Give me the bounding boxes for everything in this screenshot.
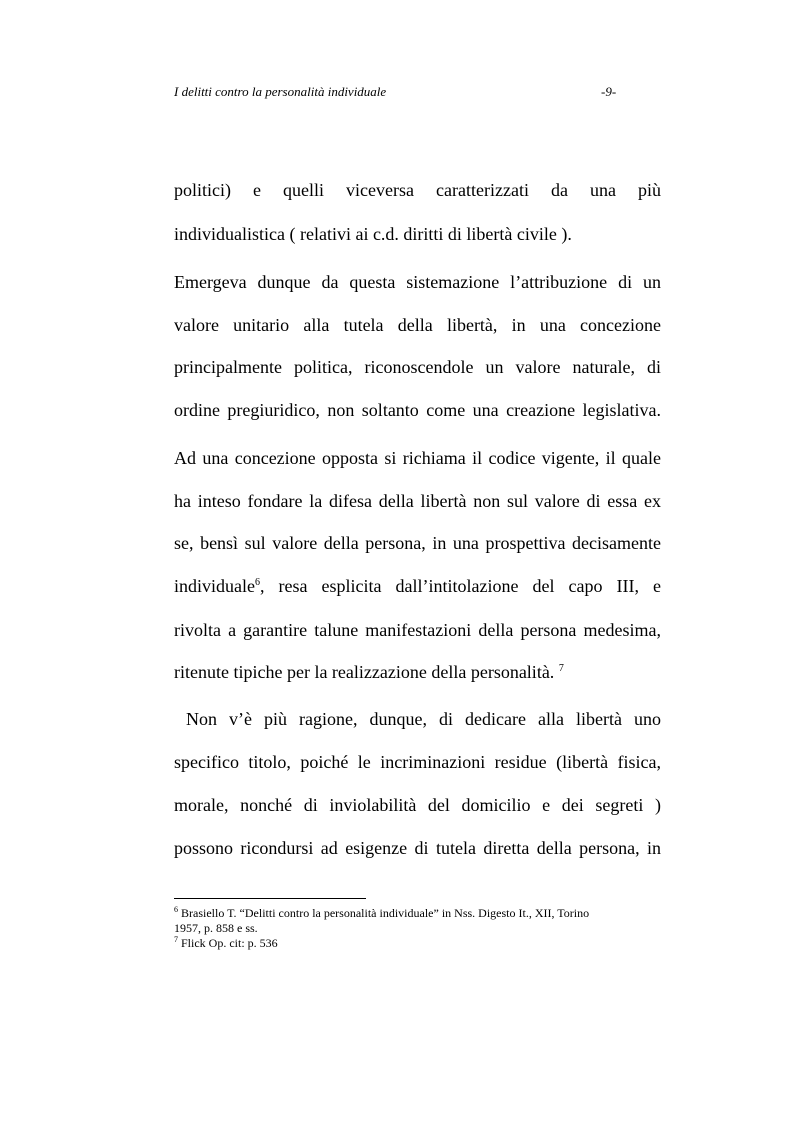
text-line: principalmente politica, riconoscendole un valore naturale, di bbox=[174, 357, 661, 377]
text-line-with-footnote: ritenute tipiche per la realizzazione della personalità. $^7$ bbox=[174, 662, 564, 682]
text-line-with-footnote bbox=[174, 574, 661, 598]
text-line: valore unitario alla tutela della libertà, in una concezione bbox=[174, 315, 661, 335]
running-header bbox=[174, 84, 664, 102]
text-line: morale, nonché di inviolabilità del domicilio e dei segreti ) bbox=[174, 795, 661, 815]
text-line: Ad una concezione opposta si richiama il codice vigente, il quale bbox=[174, 448, 661, 468]
text-line: individualistica ( relativi ai c.d. diritti di libertà civile ). bbox=[174, 224, 572, 244]
footnote-6-continued: 1957, p. 858 e ss. bbox=[174, 921, 258, 935]
footnote-separator bbox=[174, 898, 366, 899]
footnote-6: $^6$ Brasiello T. “Delitti contro la personalità individuale” in Nss. Digesto It., XII, Torino bbox=[174, 905, 590, 920]
text-line: Non v’è più ragione, dunque, di dedicare alla libertà uno bbox=[174, 709, 661, 729]
text-line: specifico titolo, poiché le incriminazioni residue (libertà fisica, bbox=[174, 752, 661, 772]
footnote-number: 7 bbox=[174, 935, 178, 944]
footnote-ref-6[interactable]: 6 bbox=[254, 577, 260, 588]
text-line: ordine pregiuridico, non soltanto come una creazione legislativa. bbox=[174, 400, 661, 420]
text-line: Emergeva dunque da questa sistemazione l’attribuzione di un bbox=[174, 272, 661, 292]
text-segment: , resa esplicita dall’intitolazione del capo III, e bbox=[259, 576, 661, 596]
header-title: I delitti contro la personalità individuale bbox=[174, 84, 387, 99]
text-line: politici) e quelli viceversa caratterizzati da una più bbox=[174, 180, 661, 200]
text-line: ha inteso fondare la difesa della libertà non sul valore di essa ex bbox=[174, 491, 661, 511]
text-line: se, bensì sul valore della persona, in una prospettiva decisamente bbox=[174, 533, 661, 553]
text-segment: individuale$^6$ bbox=[174, 576, 260, 596]
text-line: possono ricondursi ad esigenze di tutela diretta della persona, in bbox=[174, 838, 661, 858]
footnote-7: $^7$ Flick Op. cit: p. 536 bbox=[174, 935, 278, 950]
text-line: rivolta a garantire talune manifestazioni della persona medesima, bbox=[174, 620, 661, 640]
footnote-number: 6 bbox=[174, 905, 178, 914]
footnote-ref-7[interactable]: 7 bbox=[558, 663, 564, 674]
footnotes bbox=[174, 906, 654, 951]
page-number: -9- bbox=[601, 84, 617, 99]
